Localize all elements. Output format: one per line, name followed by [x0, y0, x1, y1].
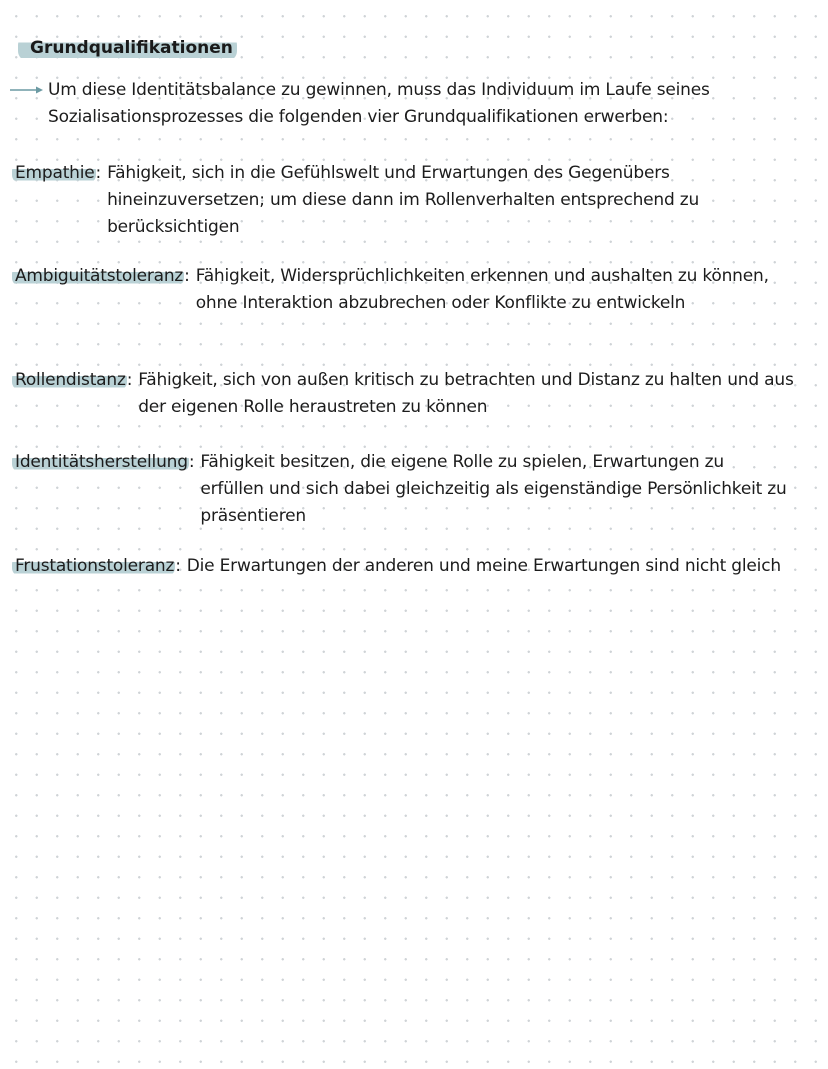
term-frustationstoleranz: Frustationstoleranz — [12, 556, 175, 576]
term-identitaetsherstellung: Identitätsherstellung — [12, 452, 189, 472]
arrow-right-icon — [10, 86, 44, 94]
entry-ambiguitaetstoleranz — [12, 263, 782, 317]
entry-frustationstoleranz — [12, 553, 792, 580]
entry-identitaetsherstellung — [12, 449, 792, 530]
definition-rollendistanz: Fähigkeit, sich von außen kritisch zu betrachten und Distanz zu halten und aus der eigenen Rolle heraustreten zu können — [138, 370, 794, 417]
term-rollendistanz: Rollendistanz — [12, 370, 127, 390]
definition-ambiguitaetstoleranz: Fähigkeit, Widersprüchlichkeiten erkennen und aushalten zu können, ohne Interaktion abzubrechen oder Konflikte zu entwickeln — [195, 266, 769, 313]
term-label: Identitätsherstellung: — [12, 449, 194, 530]
intro-paragraph — [10, 77, 800, 131]
definition-identitaetsherstellung: Fähigkeit besitzen, die eigene Rolle zu spielen, Erwartungen zu erfüllen und sich dabei gleichzeitig als eigenständige Persönlichkeit zu präsentieren — [200, 452, 787, 526]
term-label: Empathie: — [12, 160, 101, 241]
term-empathie: Empathie — [12, 163, 96, 183]
page-title: Grundqualifikationen — [18, 35, 237, 61]
definition-frustationstoleranz: Die Erwartungen der anderen und meine Erwartungen sind nicht gleich — [186, 556, 781, 576]
entry-empathie — [12, 160, 772, 241]
definition-empathie: Fähigkeit, sich in die Gefühlswelt und Erwartungen des Gegenübers hineinzuversetzen; um diese dann im Rollenverhalten entsprechend zu berücksichtigen — [107, 163, 700, 237]
entry-rollendistanz — [12, 367, 812, 421]
term-label: Rollendistanz: — [12, 367, 132, 421]
term-label: Ambiguitätstoleranz: — [12, 263, 190, 317]
term-ambiguitaetstoleranz: Ambiguitätstoleranz — [12, 266, 184, 286]
term-label: Frustationstoleranz: — [12, 553, 181, 580]
intro-text: Um diese Identitätsbalance zu gewinnen, muss das Individuum im Laufe seines Sozialisationsprozesses die folgenden vier Grundqualifikationen erwerben: — [48, 80, 710, 127]
